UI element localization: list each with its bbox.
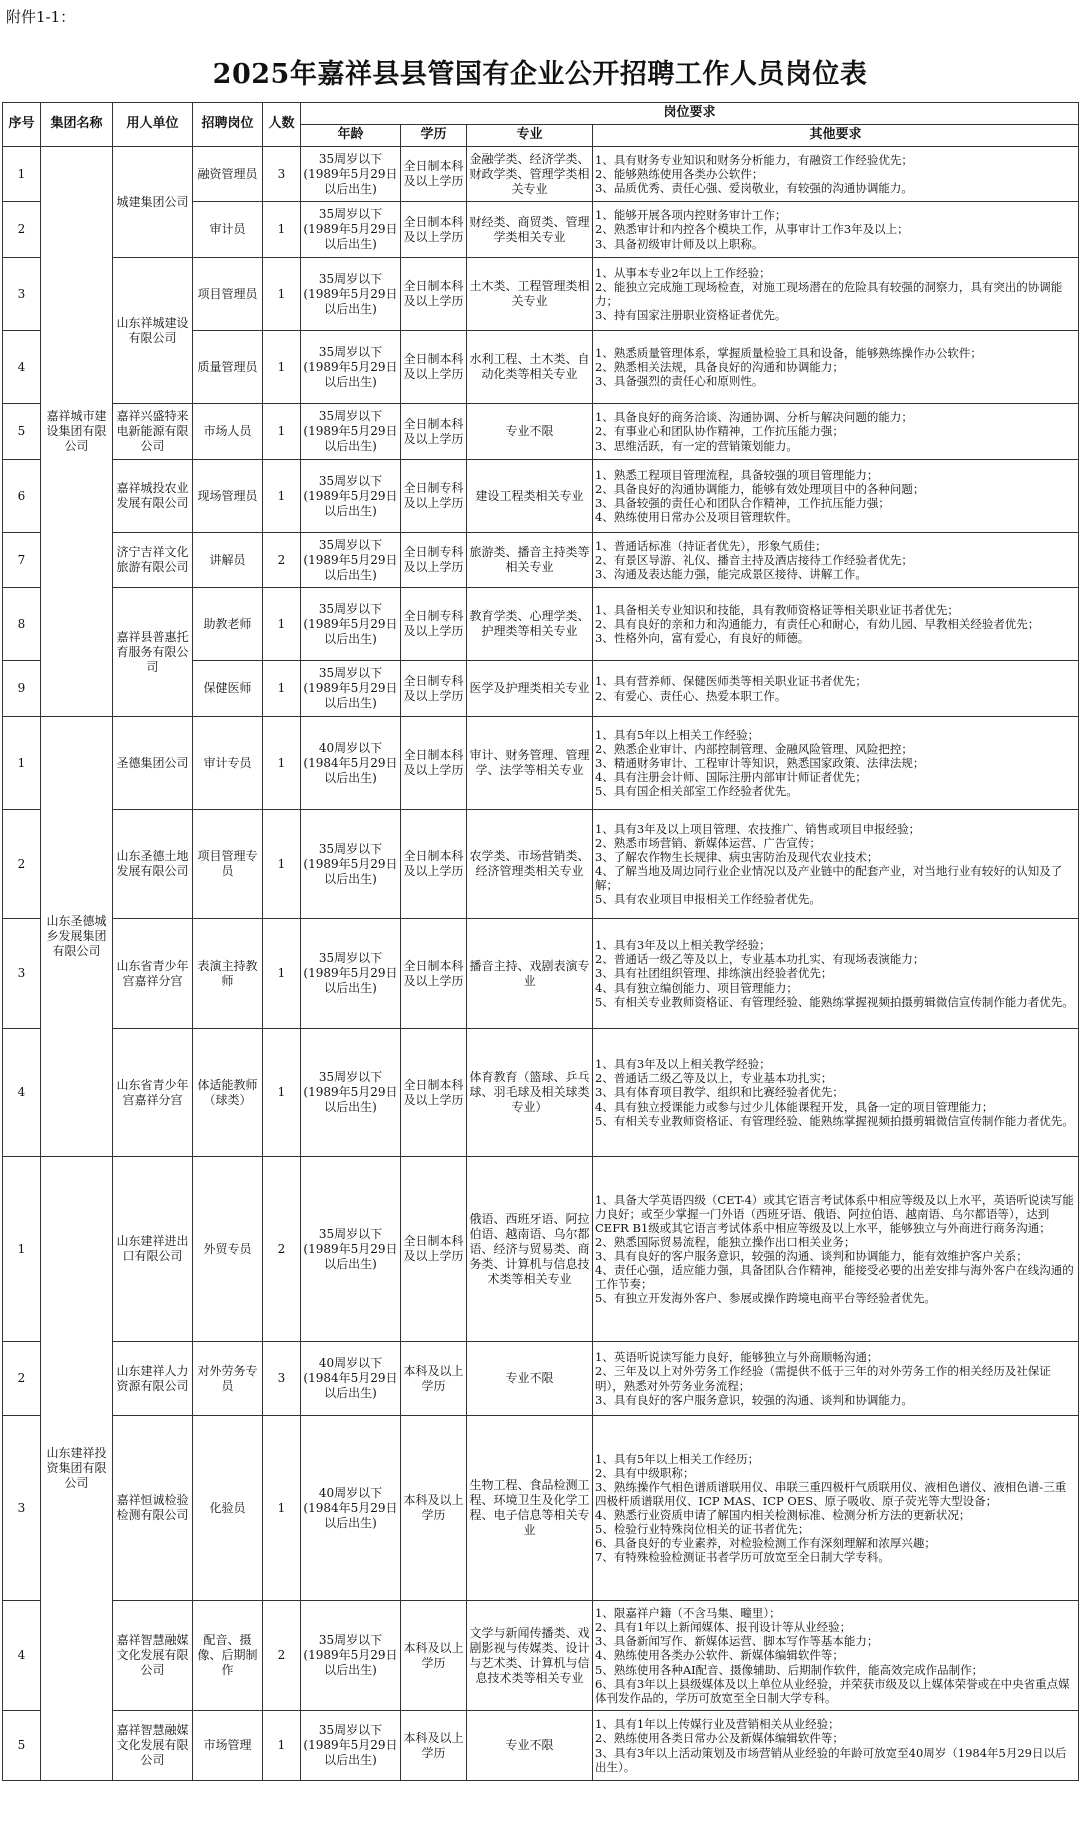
row-major: 旅游类、播音主持类等相关专业 [467, 533, 593, 588]
unit-name: 嘉祥县普惠托育服务有限公司 [113, 588, 193, 717]
row-edu: 本科及以上学历 [401, 1342, 467, 1416]
row-post: 审计员 [193, 202, 263, 258]
header-other: 其他要求 [593, 125, 1079, 147]
row-post: 表演主持教师 [193, 919, 263, 1029]
table-row [3, 258, 1079, 331]
row-post: 外贸专员 [193, 1157, 263, 1342]
row-other: 1、具有财务专业知识和财务分析能力，有融资工作经验优先； 2、能够熟练使用各类办公软件； 3、品质优秀、责任心强、爱岗敬业，有较强的沟通协调能力。 [593, 147, 1079, 202]
row-major: 医学及护理类相关专业 [467, 661, 593, 717]
row-count: 1 [263, 717, 301, 810]
header-unit: 用人单位 [113, 103, 193, 147]
row-post: 质量管理员 [193, 331, 263, 404]
row-major: 俄语、西班牙语、阿拉伯语、越南语、乌尔都语、经济与贸易类、商务类、计算机与信息技术类等相关专业 [467, 1157, 593, 1342]
row-age: 35周岁以下(1989年5月29日以后出生) [301, 202, 401, 258]
row-count: 1 [263, 1416, 301, 1601]
row-other: 1、具有3年及以上相关教学经验； 2、普通话一级乙等及以上，专业基本功扎实、有现场表演能力； 3、具有社团组织管理、排练演出经验者优先； 4、具有独立编创能力、项目管理能力； 5、有相关专业教师资格证、有管理经验、能熟练掌握视频拍摄剪辑微信宣传制作能力者优先。 [593, 919, 1079, 1029]
row-count: 2 [263, 1601, 301, 1711]
row-major: 体育教育（篮球、乒乓球、羽毛球及相关球类专业） [467, 1029, 593, 1157]
row-post: 项目管理专员 [193, 810, 263, 919]
row-other: 1、具有3年及以上项目管理、农技推广、销售或项目申报经验； 2、熟悉市场营销、新媒体运营、广告宣传； 3、了解农作物生长规律、病虫害防治及现代农业技术； 4、了解当地及周边同行业企业情况以及产业链中的配套产业，对当地行业有较好的认知及了解； 5、具有农业项目申报相关工作经验者优先。 [593, 810, 1079, 919]
row-age: 40周岁以下(1984年5月29日以后出生) [301, 1342, 401, 1416]
row-major: 播音主持、戏剧表演专业 [467, 919, 593, 1029]
row-post: 现场管理员 [193, 460, 263, 533]
row-age: 40周岁以下(1984年5月29日以后出生) [301, 717, 401, 810]
row-age: 35周岁以下(1989年5月29日以后出生) [301, 1029, 401, 1157]
row-seq: 4 [3, 331, 41, 404]
row-count: 1 [263, 588, 301, 661]
unit-name: 圣德集团公司 [113, 717, 193, 810]
row-seq: 4 [3, 1601, 41, 1711]
header-seq: 序号 [3, 103, 41, 147]
row-seq: 2 [3, 810, 41, 919]
row-seq: 3 [3, 919, 41, 1029]
row-age: 35周岁以下(1989年5月29日以后出生) [301, 460, 401, 533]
row-count: 1 [263, 1711, 301, 1781]
row-count: 1 [263, 258, 301, 331]
header-edu: 学历 [401, 125, 467, 147]
unit-name: 山东祥城建设有限公司 [113, 258, 193, 404]
page-title: 2025年嘉祥县县管国有企业公开招聘工作人员岗位表 [212, 59, 868, 90]
row-age: 35周岁以下(1989年5月29日以后出生) [301, 331, 401, 404]
table-row [3, 1157, 1079, 1342]
table-row [3, 1711, 1079, 1781]
group-name: 山东圣德城乡发展集团有限公司 [41, 717, 113, 1157]
header-group: 集团名称 [41, 103, 113, 147]
row-count: 2 [263, 533, 301, 588]
unit-name: 山东省青少年宫嘉祥分宫 [113, 919, 193, 1029]
row-major: 金融学类、经济学类、财政学类、管理学类相关专业 [467, 147, 593, 202]
row-post: 对外劳务专员 [193, 1342, 263, 1416]
row-post: 化验员 [193, 1416, 263, 1601]
row-count: 1 [263, 1029, 301, 1157]
row-post: 市场人员 [193, 404, 263, 460]
table-row [3, 1342, 1079, 1416]
row-major: 财经类、商贸类、管理学类相关专业 [467, 202, 593, 258]
header-post: 招聘岗位 [193, 103, 263, 147]
row-major: 专业不限 [467, 1711, 593, 1781]
row-post: 项目管理员 [193, 258, 263, 331]
row-seq: 2 [3, 1342, 41, 1416]
row-major: 专业不限 [467, 1342, 593, 1416]
row-age: 40周岁以下(1984年5月29日以后出生) [301, 1416, 401, 1601]
table-row [3, 919, 1079, 1029]
row-other: 1、从事本专业2年以上工作经验； 2、能独立完成施工现场检查，对施工现场潜在的危险具有较强的洞察力，具有突出的协调能力； 3、持有国家注册职业资格证者优先。 [593, 258, 1079, 331]
unit-name: 嘉祥城投农业发展有限公司 [113, 460, 193, 533]
row-seq: 5 [3, 404, 41, 460]
row-count: 1 [263, 919, 301, 1029]
row-age: 35周岁以下(1989年5月29日以后出生) [301, 588, 401, 661]
row-other: 1、熟悉工程项目管理流程，具备较强的项目管理能力； 2、具备良好的沟通协调能力，能够有效处理项目中的各种问题； 3、具备较强的责任心和团队合作精神，工作抗压能力强； 4、熟练使用日常办公及项目管理软件。 [593, 460, 1079, 533]
row-seq: 9 [3, 661, 41, 717]
row-age: 35周岁以下(1989年5月29日以后出生) [301, 919, 401, 1029]
table-row [3, 1029, 1079, 1157]
row-seq: 4 [3, 1029, 41, 1157]
recruitment-table [2, 102, 1079, 1781]
row-edu: 全日制专科及以上学历 [401, 588, 467, 661]
header-count: 人数 [263, 103, 301, 147]
row-age: 35周岁以下(1989年5月29日以后出生) [301, 258, 401, 331]
row-edu: 全日制本科及以上学历 [401, 810, 467, 919]
row-edu: 全日制本科及以上学历 [401, 404, 467, 460]
row-other: 1、具有1年以上传媒行业及营销相关从业经验； 2、熟练使用各类日常办公及新媒体编辑软件等； 3、具有3年以上活动策划及市场营销从业经验的年龄可放宽至40周岁（1984年5月29日以后出生）。 [593, 1711, 1079, 1781]
row-age: 35周岁以下(1989年5月29日以后出生) [301, 1711, 401, 1781]
row-seq: 5 [3, 1711, 41, 1781]
table-row [3, 1601, 1079, 1711]
row-count: 1 [263, 331, 301, 404]
row-edu: 全日制专科及以上学历 [401, 661, 467, 717]
row-edu: 本科及以上学历 [401, 1711, 467, 1781]
row-other: 1、具备相关专业知识和技能，具有教师资格证等相关职业证书者优先； 2、具有良好的亲和力和沟通能力，有责任心和耐心，有幼儿园、早教相关经验者优先； 3、性格外向，富有爱心，有良好的师德。 [593, 588, 1079, 661]
row-post: 助教老师 [193, 588, 263, 661]
unit-name: 山东省青少年宫嘉祥分宫 [113, 1029, 193, 1157]
row-count: 2 [263, 1157, 301, 1342]
row-edu: 全日制专科及以上学历 [401, 533, 467, 588]
row-seq: 1 [3, 147, 41, 202]
row-major: 生物工程、食品检测工程、环境卫生及化学工程、电子信息等相关专业 [467, 1416, 593, 1601]
row-other: 1、限嘉祥户籍（不含马集、疃里）； 2、具有1年以上新闻媒体、报刊设计等从业经验； 3、具备新闻写作、新媒体运营、脚本写作等基本能力； 4、熟练使用各类办公软件、新媒体编辑软件等； 5、熟练使用各种AI配音、摄像辅助、后期制作软件，能高效完成作品制作； 6、具有3年以上县级媒体及以上单位从业经验，并荣获市级及以上媒体荣誉或在中央省重点媒体刊发作品的，学历可放宽至全日制大学专科。 [593, 1601, 1079, 1711]
unit-name: 城建集团公司 [113, 147, 193, 258]
row-other: 1、能够开展各项内控财务审计工作； 2、熟悉审计和内控各个模块工作，从事审计工作3年及以上； 3、具备初级审计师及以上职称。 [593, 202, 1079, 258]
row-other: 1、具有5年以上相关工作经验； 2、熟悉企业审计、内部控制管理、金融风险管理、风险把控； 3、精通财务审计、工程审计等知识，熟悉国家政策、法律法规； 4、具有注册会计师、国际注册内部审计师证者优先； 5、具有国企相关部室工作经验者优先。 [593, 717, 1079, 810]
group-name: 嘉祥城市建设集团有限公司 [41, 147, 113, 717]
row-post: 配音、摄像、后期制作 [193, 1601, 263, 1711]
row-other: 1、熟悉质量管理体系，掌握质量检验工具和设备，能够熟练操作办公软件； 2、熟悉相关法规，具备良好的沟通和协调能力； 3、具备强烈的责任心和原则性。 [593, 331, 1079, 404]
row-seq: 3 [3, 258, 41, 331]
row-age: 35周岁以下(1989年5月29日以后出生) [301, 661, 401, 717]
row-edu: 全日制本科及以上学历 [401, 331, 467, 404]
row-edu: 本科及以上学历 [401, 1601, 467, 1711]
row-age: 35周岁以下(1989年5月29日以后出生) [301, 533, 401, 588]
row-edu: 全日制专科及以上学历 [401, 460, 467, 533]
row-major: 水利工程、土木类、自动化类等相关专业 [467, 331, 593, 404]
header-requirements: 岗位要求 [301, 103, 1079, 125]
row-age: 35周岁以下(1989年5月29日以后出生) [301, 1601, 401, 1711]
row-post: 保健医师 [193, 661, 263, 717]
row-edu: 全日制本科及以上学历 [401, 717, 467, 810]
unit-name: 嘉祥恒诚检验检测有限公司 [113, 1416, 193, 1601]
row-seq: 6 [3, 460, 41, 533]
row-post: 讲解员 [193, 533, 263, 588]
unit-name: 嘉祥兴盛特来电新能源有限公司 [113, 404, 193, 460]
table-row [3, 533, 1079, 588]
row-other: 1、具有营养师、保健医师类等相关职业证书者优先； 2、有爱心、责任心、热爱本职工作。 [593, 661, 1079, 717]
table-row [3, 404, 1079, 460]
row-edu: 全日制本科及以上学历 [401, 919, 467, 1029]
row-other: 1、英语听说读写能力良好，能够独立与外商顺畅沟通； 2、三年及以上对外劳务工作经验（需提供不低于三年的对外劳务工作的相关经历及社保证明），熟悉对外劳务业务流程； 3、具有良好的客户服务意识，较强的沟通、谈判和协调能力。 [593, 1342, 1079, 1416]
row-seq: 3 [3, 1416, 41, 1601]
row-count: 3 [263, 1342, 301, 1416]
header-major: 专业 [467, 125, 593, 147]
row-age: 35周岁以下(1989年5月29日以后出生) [301, 1157, 401, 1342]
row-other: 1、具备良好的商务洽谈、沟通协调、分析与解决问题的能力； 2、有事业心和团队协作精神，工作抗压能力强； 3、思维活跃，有一定的营销策划能力。 [593, 404, 1079, 460]
row-age: 35周岁以下(1989年5月29日以后出生) [301, 147, 401, 202]
row-major: 文学与新闻传播类、戏剧影视与传媒类、设计与艺术类、计算机与信息技术类等相关专业 [467, 1601, 593, 1711]
row-edu: 全日制本科及以上学历 [401, 1029, 467, 1157]
table-row [3, 147, 1079, 202]
row-age: 35周岁以下(1989年5月29日以后出生) [301, 404, 401, 460]
unit-name: 山东建祥进出口有限公司 [113, 1157, 193, 1342]
row-major: 专业不限 [467, 404, 593, 460]
row-count: 1 [263, 661, 301, 717]
row-edu: 全日制本科及以上学历 [401, 202, 467, 258]
row-edu: 全日制本科及以上学历 [401, 258, 467, 331]
row-major: 建设工程类相关专业 [467, 460, 593, 533]
row-major: 土木类、工程管理类相关专业 [467, 258, 593, 331]
row-edu: 全日制本科及以上学历 [401, 147, 467, 202]
row-count: 1 [263, 404, 301, 460]
row-post: 审计专员 [193, 717, 263, 810]
table-row [3, 810, 1079, 919]
row-seq: 2 [3, 202, 41, 258]
row-major: 农学类、市场营销类、经济管理类相关专业 [467, 810, 593, 919]
unit-name: 嘉祥智慧融媒文化发展有限公司 [113, 1711, 193, 1781]
row-age: 35周岁以下(1989年5月29日以后出生) [301, 810, 401, 919]
header-age: 年龄 [301, 125, 401, 147]
row-post: 体适能教师（球类） [193, 1029, 263, 1157]
row-other: 1、具备大学英语四级（CET-4）或其它语言考试体系中相应等级及以上水平，英语听说读写能力良好；或至少掌握一门外语（西班牙语、俄语、阿拉伯语、越南语、乌尔都语等），达到CEFR B1级或其它语言考试体系中相应等级及以上水平，能够独立与外商进行商务沟通； 2、熟悉国际贸易流程，能独立操作出口相关业务； 3、具有良好的客户服务意识，较强的沟通、谈判和协调能力，能有效维护客户关系； 4、责任心强，适应能力强，具备团队合作精神，能接受必要的出差安排与海外客户在线沟通的工作节奏； 5、有独立开发海外客户、参展或操作跨境电商平台等经验者优先。 [593, 1157, 1079, 1342]
table-row [3, 717, 1079, 810]
row-other: 1、具有3年及以上相关教学经验； 2、普通话二级乙等及以上，专业基本功扎实； 3、具有体育项目教学、组织和比赛经验者优先； 4、具有独立授课能力或参与过少儿体能课程开发，具备一定的项目管理能力； 5、有相关专业教师资格证、有管理经验、能熟练掌握视频拍摄剪辑微信宣传制作能力者优先。 [593, 1029, 1079, 1157]
table-row [3, 1416, 1079, 1601]
row-count: 1 [263, 810, 301, 919]
unit-name: 嘉祥智慧融媒文化发展有限公司 [113, 1601, 193, 1711]
table-row [3, 460, 1079, 533]
row-other: 1、普通话标准（持证者优先），形象气质佳； 2、有景区导游、礼仪、播音主持及酒店接待工作经验者优先； 3、沟通及表达能力强，能完成景区接待、讲解工作。 [593, 533, 1079, 588]
group-name: 山东建祥投资集团有限公司 [41, 1157, 113, 1781]
row-edu: 本科及以上学历 [401, 1416, 467, 1601]
row-post: 市场管理 [193, 1711, 263, 1781]
unit-name: 山东建祥人力资源有限公司 [113, 1342, 193, 1416]
row-seq: 8 [3, 588, 41, 661]
unit-name: 济宁吉祥文化旅游有限公司 [113, 533, 193, 588]
row-seq: 1 [3, 1157, 41, 1342]
unit-name: 山东圣德土地发展有限公司 [113, 810, 193, 919]
row-post: 融资管理员 [193, 147, 263, 202]
row-count: 1 [263, 460, 301, 533]
row-count: 1 [263, 202, 301, 258]
attachment-label: 附件1-1： [6, 8, 76, 26]
table-row [3, 588, 1079, 661]
row-other: 1、具有5年以上相关工作经历； 2、具有中级职称； 3、熟练操作气相色谱质谱联用仪、串联三重四极杆气质联用仪、液相色谱仪、液相色谱-三重四极杆质谱联用仪、ICP MAS、ICP OES、原子吸收、原子荧光等大型设备； 4、熟悉行业资质申请了解国内相关检测标准、检测分析方法的更新状况； 5、检验行业特殊岗位相关的证书者优先； 6、具备良好的专业素养，对检验检测工作有深刻理解和浓厚兴趣； 7、有特殊检验检测证书者学历可放宽至全日制大学专科。 [593, 1416, 1079, 1601]
row-major: 审计、财务管理、管理学、法学等相关专业 [467, 717, 593, 810]
row-seq: 1 [3, 717, 41, 810]
row-count: 3 [263, 147, 301, 202]
row-edu: 全日制本科及以上学历 [401, 1157, 467, 1342]
row-major: 教育学类、心理学类、护理类等相关专业 [467, 588, 593, 661]
row-seq: 7 [3, 533, 41, 588]
